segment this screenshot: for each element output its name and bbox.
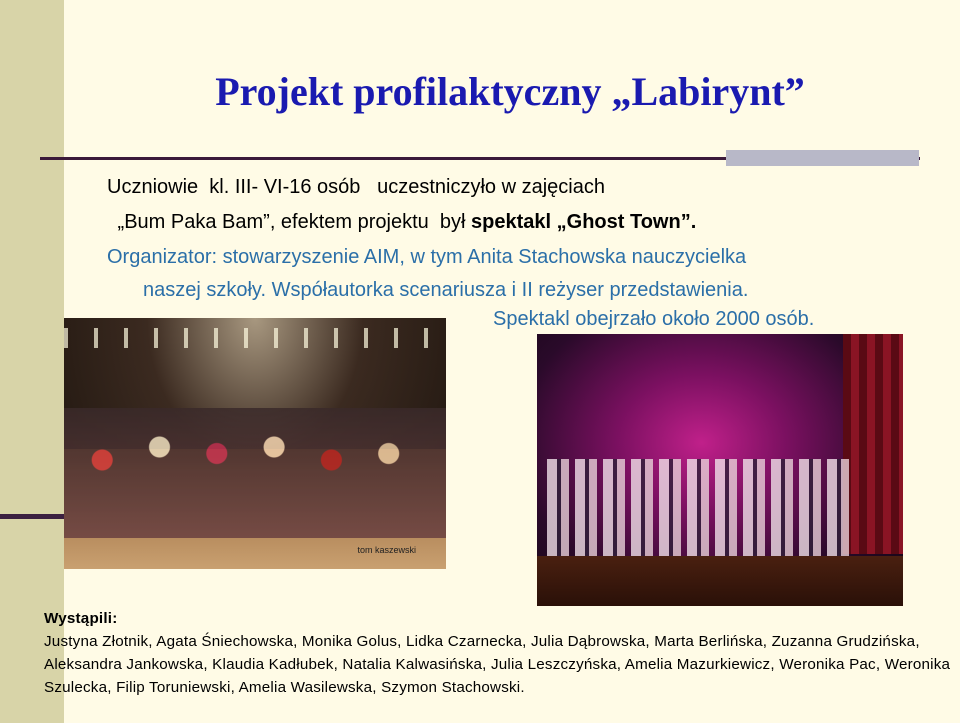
para2-line3: Spektakl obejrzało około 2000 osób. [493, 308, 815, 330]
credits-block [44, 607, 960, 699]
stage-lights [64, 328, 446, 348]
slide-title: Projekt profilaktyczny „Labirynt” [215, 69, 805, 114]
dancers-row [547, 459, 853, 559]
play-title: spektakl „Ghost Town”. [471, 211, 697, 233]
title-divider-accent [726, 150, 919, 166]
photo-watermark: tom kaszewski [357, 545, 416, 555]
para2-line2: naszej szkoły. Współautorka scenariusza i II reżyser przedstawienia. [143, 279, 749, 301]
para1-line2: „Bum Paka Bam”, efektem projektu był spektakl „Ghost Town”. [112, 211, 697, 233]
credits-names: Justyna Złotnik, Agata Śniechowska, Monika Golus, Lidka Czarnecka, Julia Dąbrowska, Marta Berlińska, Zuzanna Grudzińska, Aleksandra Jankowska, Klaudia Kadłubek, Natalia Kalwasińska, Julia Leszczyńska, Amelia Mazurkiewicz, Weronika Pac, Weronika Szulecka, Filip Toruniewski, Amelia Wasilewska, Szymon Stachowski. [44, 633, 951, 696]
para1-line1: Uczniowie kl. III- VI-16 osób uczestniczyło w zajęciach [107, 176, 605, 198]
performance-photo [537, 334, 903, 606]
performers-group [64, 408, 446, 538]
stage-edge [537, 556, 903, 606]
credits-heading: Wystąpili: [44, 610, 118, 627]
group-photo-stage [64, 318, 446, 569]
left-band-marker [0, 514, 64, 519]
para2-line1: Organizator: stowarzyszenie AIM, w tym Anita Stachowska nauczycielka [107, 246, 747, 268]
